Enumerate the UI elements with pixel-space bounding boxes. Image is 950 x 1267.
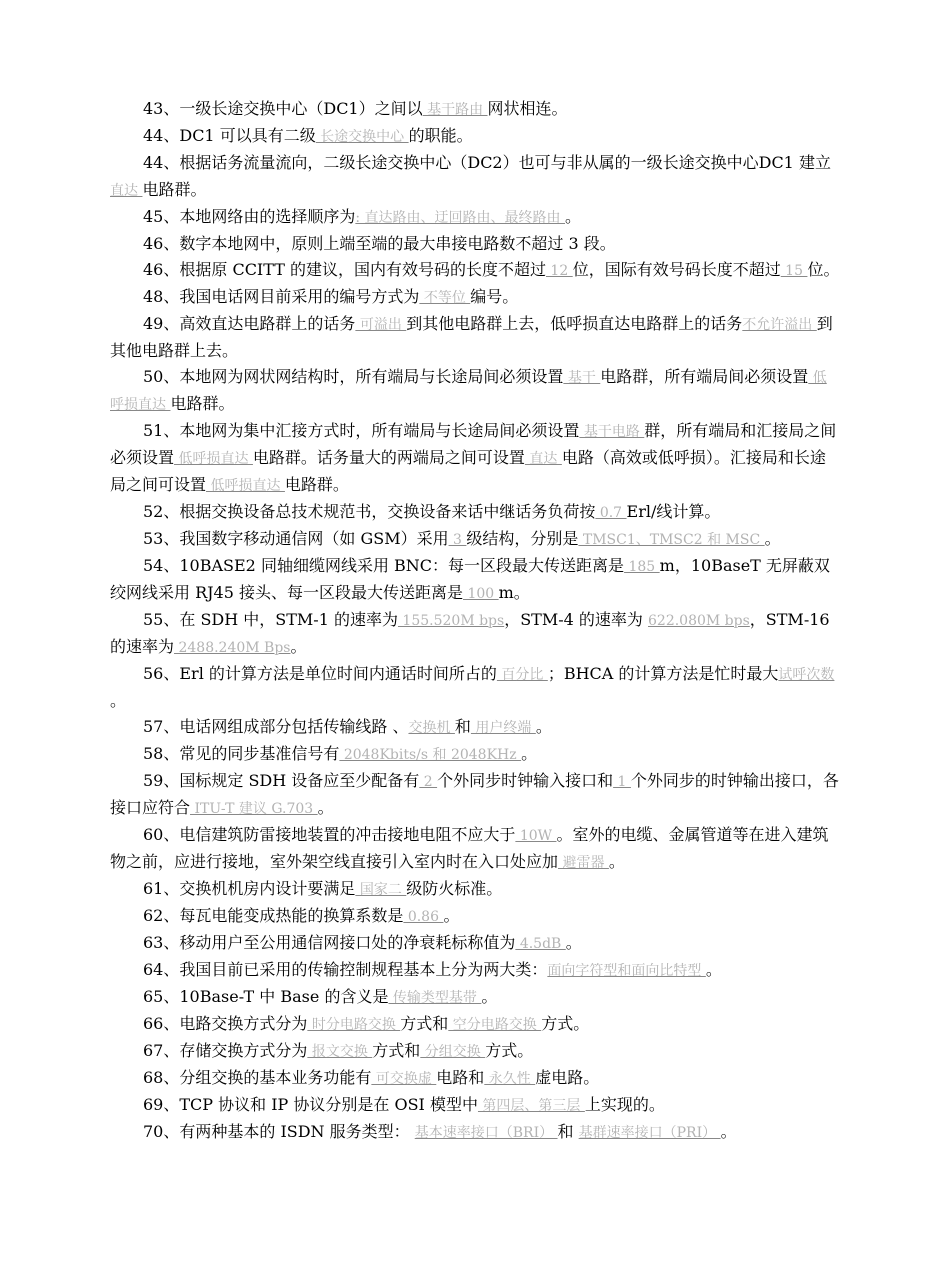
question-text: 49、高效直达电路群上的话务 (143, 314, 356, 333)
question-text: 编号。 (470, 287, 519, 306)
question-text: 44、DC1 可以具有二级 (143, 126, 316, 145)
answer-blank: 622.080M bps (648, 613, 750, 629)
answer-blank: 试呼次数 (778, 667, 835, 683)
question-text: 44、根据话务流量流向，二级长途交换中心（DC2）也可与非从属的一级长途交换中心DC1 建立 (143, 153, 831, 172)
answer-blank: 传输类型基带 (388, 990, 482, 1006)
question-text: 到其他电路群上去，低呼损直达电路群上的话务 (406, 314, 743, 333)
question-text: ；BHCA 的计算方法是忙时最大 (547, 664, 779, 683)
question-text: 55、在 SDH 中，STM-1 的速率为 (143, 610, 398, 629)
answer-blank: 2 (419, 774, 438, 790)
question-text: 虚电路。 (535, 1068, 600, 1087)
answer-blank: ITU-T 建议 G.703 (190, 801, 318, 817)
answer-blank: 长途交换中心 (315, 129, 409, 145)
question-text: 。 (290, 637, 307, 656)
question-text: 和 (454, 717, 471, 736)
question-paragraph (110, 930, 840, 957)
question-text: 电路群。话务量大的两端局之间可设置 (252, 448, 525, 467)
answer-blank: 3 (448, 532, 467, 548)
question-paragraph (110, 553, 840, 607)
question-paragraph (110, 876, 840, 903)
answer-blank: 4.5dB (515, 936, 566, 952)
question-text: 。 (535, 717, 552, 736)
question-text: 46、数字本地网中，原则上端至端的最大串接电路数不超过 3 段。 (143, 234, 616, 253)
question-text: 位。 (807, 260, 840, 279)
answer-blank: 185 (624, 559, 660, 575)
question-paragraph (110, 257, 840, 284)
question-text: 群，所有端局和汇接局之间必须设置 (110, 421, 837, 467)
question-text: 45、本地网络由的选择顺序为 (143, 207, 356, 226)
question-paragraph (110, 1038, 840, 1065)
question-text: 。 (565, 207, 582, 226)
question-text: 。 (110, 691, 127, 710)
question-text: 。 (317, 798, 334, 817)
question-paragraph (110, 714, 840, 741)
question-text: 个外同步时钟输入接口和 (437, 771, 614, 790)
question-paragraph (110, 311, 840, 364)
question-text: 。 (521, 744, 538, 763)
question-text: 70、有两种基本的 ISDN 服务类型： (143, 1122, 415, 1141)
document-page (110, 96, 840, 1146)
question-text: 。 (481, 987, 498, 1006)
question-text: 56、Erl 的计算方法是单位时间内通话时间所占的 (143, 664, 497, 683)
question-text: 53、我国数字移动通信网（如 GSM）采用 (143, 529, 449, 548)
question-paragraph (110, 526, 840, 553)
answer-blank: 国家二 (355, 882, 407, 898)
answer-blank: 12 (545, 263, 573, 279)
question-text: 46、根据原 CCITT 的建议，国内有效号码的长度不超过 (143, 260, 546, 279)
question-text: 方式和 (372, 1041, 421, 1060)
answer-blank: 2488.240M Bps (174, 640, 291, 656)
answer-blank: 不等位 (419, 290, 471, 306)
answer-blank: 可溢出 (355, 317, 407, 333)
answer-blank: 避雷器 (558, 855, 609, 871)
answer-blank: 2048Kbits/s 和 2048KHz (339, 747, 522, 763)
question-text: 电路群。 (142, 180, 207, 199)
question-text: 61、交换机机房内设计要满足 (143, 879, 356, 898)
question-text: 。 (443, 906, 460, 925)
answer-blank: 基干路由 (422, 102, 488, 118)
question-text: 方式和 (400, 1014, 449, 1033)
question-text: 电路群。 (284, 475, 349, 494)
question-text: 66、电路交换方式分为 (143, 1014, 308, 1033)
answer-blank: 直达 (524, 451, 562, 467)
question-text: 59、国标规定 SDH 设备应至少配备有 (143, 771, 420, 790)
question-text: 51、本地网为集中汇接方式时，所有端局与长途局间必须设置 (143, 421, 580, 440)
question-paragraph (110, 903, 840, 930)
question-paragraph (110, 150, 840, 204)
answer-blank: : 直达路由、迂回路由、最终路由 (355, 210, 565, 226)
answer-blank: 空分电路交换 (448, 1017, 542, 1033)
question-text: Erl/线计算。 (626, 502, 721, 521)
question-paragraph (110, 499, 840, 526)
answer-blank: 分组交换 (420, 1044, 486, 1060)
question-text: ，STM-16 的速率为 (110, 610, 830, 656)
answer-blank: 面向字符型和面向比特型 (547, 963, 706, 979)
answer-blank: 基本速率接口（BRI） (414, 1125, 558, 1141)
question-text: 68、分组交换的基本业务功能有 (143, 1068, 372, 1087)
answer-blank: 低呼损直达 (206, 478, 285, 494)
question-text: 69、TCP 协议和 IP 协议分别是在 OSI 模型中 (143, 1095, 478, 1114)
question-paragraph (110, 284, 840, 311)
question-paragraph (110, 984, 840, 1011)
question-text: 43、一级长途交换中心（DC1）之间以 (143, 99, 423, 118)
question-paragraph (110, 1092, 840, 1119)
answer-blank: 报文交换 (307, 1044, 373, 1060)
question-paragraph (110, 1065, 840, 1092)
question-text: 和 (557, 1122, 579, 1141)
answer-blank: 低呼损直达 (174, 451, 253, 467)
question-paragraph (110, 1011, 840, 1038)
answer-blank: 永久性 (484, 1071, 536, 1087)
question-text: 上实现的。 (584, 1095, 665, 1114)
question-paragraph (110, 96, 840, 123)
question-text: 62、每瓦电能变成热能的换算系数是 (143, 906, 404, 925)
question-text: 方式。 (485, 1041, 534, 1060)
question-paragraph (110, 741, 840, 768)
answer-blank: 基干电路 (579, 424, 645, 440)
answer-blank: 基干 (563, 370, 601, 386)
question-paragraph (110, 418, 840, 499)
question-text: 52、根据交换设备总技术规范书，交换设备来话中继话务负荷按 (143, 502, 596, 521)
question-text: 的职能。 (408, 126, 473, 145)
question-text: 网状相连。 (487, 99, 568, 118)
question-text: 电路群。 (170, 394, 235, 413)
question-text: m。 (498, 583, 530, 602)
question-paragraph (110, 822, 840, 876)
answer-blank: 交换机 (408, 720, 455, 736)
question-text: 级防火标准。 (406, 879, 503, 898)
answer-blank: 15 (780, 263, 808, 279)
question-text: m，10BaseT 无屏蔽双绞网线采用 RJ45 接头、每一区段最大传送距离是 (110, 556, 830, 602)
answer-blank: 直达 (110, 183, 143, 199)
answer-blank: 低呼损直达 (110, 370, 827, 413)
answer-blank: 10W (515, 828, 557, 844)
question-text: 。 (705, 960, 722, 979)
question-text: 位，国际有效号码长度不超过 (572, 260, 781, 279)
question-text: ，STM-4 的速率为 (504, 610, 648, 629)
answer-blank: 时分电路交换 (307, 1017, 401, 1033)
answer-blank: 0.7 (595, 505, 627, 521)
answer-blank: 百分比 (496, 667, 548, 683)
question-text: 个外同步的时钟输出接口，各接口应符合 (110, 771, 839, 817)
question-paragraph (110, 957, 840, 984)
question-paragraph (110, 607, 840, 661)
question-paragraph (110, 661, 840, 714)
question-text: 64、我国目前已采用的传输控制规程基本上分为两大类： (143, 960, 548, 979)
question-text: 。 (565, 933, 582, 952)
question-text: 电路群，所有端局间必须设置 (600, 367, 809, 386)
question-paragraph (110, 231, 840, 257)
question-text: 67、存储交换方式分为 (143, 1041, 308, 1060)
question-paragraph (110, 364, 840, 418)
question-text: 到其他电路群上去。 (110, 314, 833, 360)
question-text: 63、移动用户至公用通信网接口处的净衰耗标称值为 (143, 933, 516, 952)
question-text: 。室外的电缆、金属管道等在进入建筑物之前，应进行接地，室外架空线直接引入室内时在入口处应加 (110, 825, 829, 871)
answer-blank: 可交换虚 (371, 1071, 437, 1087)
answer-blank: 第四层、第三层 (477, 1098, 585, 1114)
question-text: 50、本地网为网状网结构时，所有端局与长途局间必须设置 (143, 367, 564, 386)
answer-blank: 0.86 (403, 909, 444, 925)
question-text: 电路（高效或低呼损）。汇接局和长途局之间可设置 (110, 448, 826, 494)
question-text: 54、10BASE2 同轴细缆网线采用 BNC：每一区段最大传送距离是 (143, 556, 625, 575)
question-text: 电路和 (436, 1068, 485, 1087)
question-paragraph (110, 768, 840, 822)
question-text: 方式。 (541, 1014, 590, 1033)
answer-blank: 155.520M bps (397, 613, 505, 629)
question-text: 。 (764, 529, 781, 548)
question-text: 级结构，分别是 (466, 529, 579, 548)
question-paragraph (110, 1119, 840, 1146)
question-text: 57、电话网组成部分包括传输线路 、 (143, 717, 409, 736)
question-text: 60、电信建筑防雷接地装置的冲击接地电阻不应大于 (143, 825, 516, 844)
question-paragraph (110, 123, 840, 150)
answer-blank: 基群速率接口（PRI） (578, 1125, 721, 1141)
question-text: 65、10Base-T 中 Base 的含义是 (143, 987, 389, 1006)
answer-blank: 用户终端 (470, 720, 536, 736)
question-text: 48、我国电话网目前采用的编号方式为 (143, 287, 420, 306)
answer-blank: 不允许溢出 (742, 317, 817, 333)
question-text: 。 (608, 852, 625, 871)
answer-blank: TMSC1、TMSC2 和 MSC (578, 532, 765, 548)
question-text: 58、常见的同步基准信号有 (143, 744, 340, 763)
question-text: 。 (720, 1122, 737, 1141)
question-paragraph (110, 204, 840, 231)
answer-blank: 1 (613, 774, 631, 790)
answer-blank: 100 (463, 586, 499, 602)
